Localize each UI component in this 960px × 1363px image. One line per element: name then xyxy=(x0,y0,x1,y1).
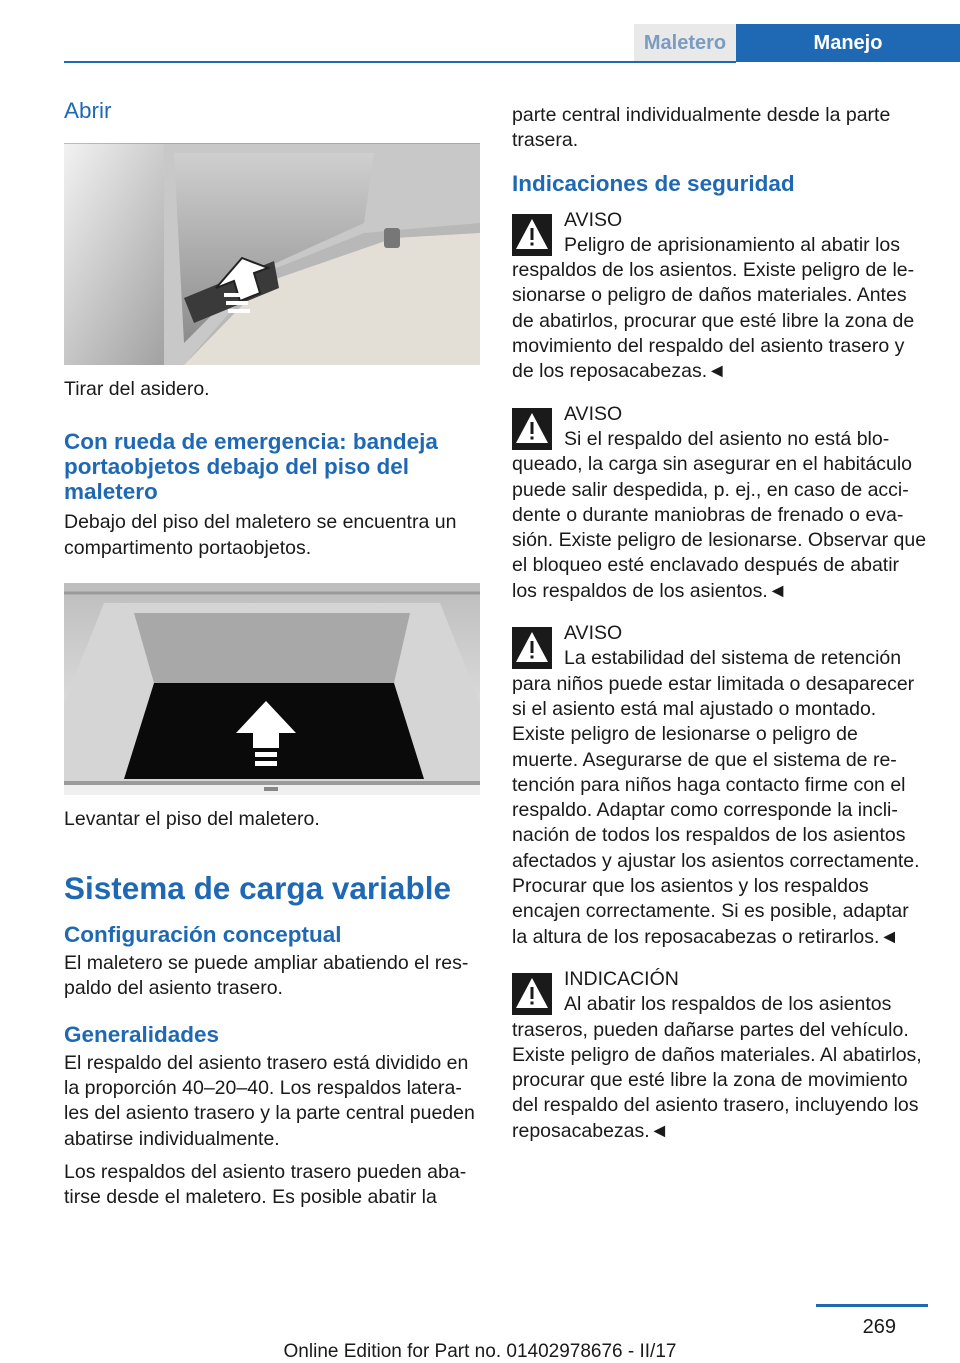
notice-text: Al abatir los respaldos de los asientos traseros, pueden dañarse partes del vehículo. Existe peligro de daños materiales. Al abatirlos, procurar que esté libre la zona de movimiento del respaldo del asiento trasero, incluyendo los reposacabezas.◄ xyxy=(512,993,922,1142)
general-text-1: El respaldo del asiento trasero está dividido en la proporción 40–20–40. Los respaldos laterales del asiento trasero y la parte central pueden abatirse individualmente. xyxy=(64,1051,475,1150)
chapter-tab: Manejo xyxy=(736,24,960,62)
config-heading: Configuración conceptual xyxy=(64,922,342,948)
warning-text: Si el respaldo del asiento no está bloqueado, la carga sin asegurar en el habitáculo puede salir despedida, p. ej., en caso de accidente o durante maniobras de frenado o evasión. Existe peligro de lesionarse. Observar que el bloqueo esté enclavado después de abatir los respaldos de los asientos.◄ xyxy=(512,427,927,602)
config-text: El maletero se puede ampliar abatiendo el respaldo del asiento trasero. xyxy=(64,952,469,1000)
warning-triangle-icon xyxy=(512,214,552,256)
warning-text: Peligro de aprisionamiento al abatir los respaldos de los asientos. Existe peligro de lesionarse o peligro de daños materiales. Antes de abatirlos, procurar que esté libre la zona de movimiento del respaldo del asiento trasero y de los reposacabezas.◄ xyxy=(512,233,915,383)
notice-triangle-icon xyxy=(512,973,552,1015)
trunk-handle-figure xyxy=(64,143,480,365)
general-heading: Generalidades xyxy=(64,1021,220,1047)
warning-triangle-icon xyxy=(512,408,552,450)
bandeja-heading: Con rueda de emergencia: bandeja portaobjetos debajo del piso del maletero xyxy=(64,429,438,505)
warning-triangle-icon xyxy=(512,627,552,669)
section-tab: Maletero xyxy=(634,24,736,62)
warning-label: AVISO xyxy=(564,402,623,425)
warning-label: AVISO xyxy=(564,208,623,231)
abrir-caption: Tirar del asidero. xyxy=(64,378,210,400)
header-tabs xyxy=(634,24,960,62)
notice-block xyxy=(512,967,928,1144)
continued-text: parte central individualmente desde la parte trasera. xyxy=(512,104,891,152)
levantar-caption: Levantar el piso del maletero. xyxy=(64,807,320,830)
trunk-floor-illustration xyxy=(64,583,480,795)
bandeja-text: Debajo del piso del maletero se encuentra un compartimento portaobjetos. xyxy=(64,511,457,559)
notice-label: INDICACIÓN xyxy=(564,967,679,990)
trunk-handle-illustration xyxy=(64,143,480,365)
left-column xyxy=(64,98,480,1211)
header-rule xyxy=(64,61,736,63)
warning-block xyxy=(512,621,928,950)
warning-text: La estabilidad del sistema de retención para niños puede estar limitada o desaparecer si el asiento está mal ajustado o montado. Existe peligro de lesionarse o peligro de muerte. Asegurarse de que el sistema de retención para niños haga contacto firme con el respaldo. Adaptar como corresponde la inclinación de todos los respaldos de los asientos afectados y ajustar los asientos correctamente. Procurar que los asientos y los respaldos encajen correctamente. Si es posible, adaptar la altura de los reposacabezas o retirarlos.◄ xyxy=(512,647,920,948)
abrir-heading: Abrir xyxy=(64,98,112,123)
trunk-floor-figure xyxy=(64,583,480,795)
page-number: 269 xyxy=(862,1316,896,1338)
warning-label: AVISO xyxy=(564,622,623,645)
sistema-heading: Sistema de carga variable xyxy=(64,870,451,907)
safety-heading: Indicaciones de seguridad xyxy=(512,170,795,196)
right-column xyxy=(512,98,928,1144)
warning-block xyxy=(512,208,928,385)
edition-note: Online Edition for Part no. 01402978676 - II/17 xyxy=(283,1341,677,1362)
general-text-2: Los respaldos del asiento trasero pueden abatirse desde el maletero. Es posible abatir la xyxy=(64,1160,467,1209)
warning-block xyxy=(512,402,928,604)
footer-rule xyxy=(816,1304,928,1307)
